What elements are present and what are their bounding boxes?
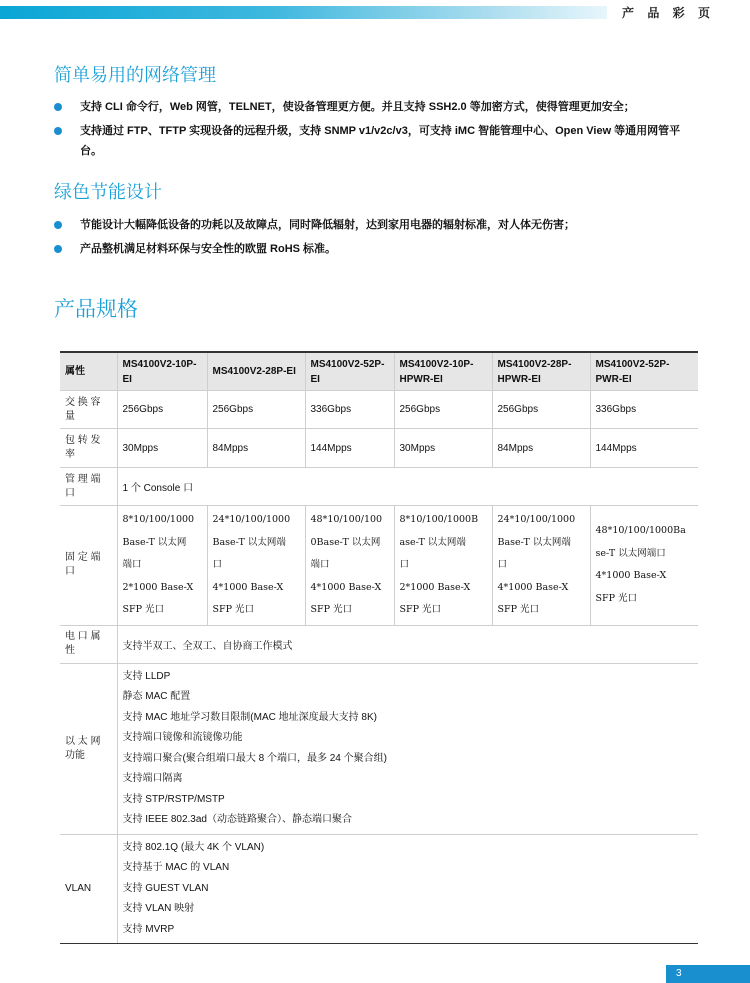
- list-item: 支持端口聚合(聚合组端口最大 8 个端口，最多 24 个聚合组): [122, 752, 387, 764]
- header-label: 产 品 彩 页: [622, 6, 716, 20]
- table-cell: 84Mpps: [207, 429, 305, 468]
- green-bullet-list: [52, 215, 702, 263]
- table-cell: 30Mpps: [117, 429, 207, 468]
- list-item: 支持 CLI 命令行，Web 网管，TELNET，使设备管理更方便。并且支持 SSH2.0 等加密方式，使得管理更加安全；: [52, 97, 702, 117]
- bullet-dot-icon: [54, 103, 62, 111]
- row-label: 固 定 端 口: [60, 506, 117, 626]
- list-item: 支持基于 MAC 的 VLAN: [122, 862, 230, 873]
- table-cell: 8*10/100/1000 Base-T 以太网 端口 2*1000 Base-X SFP 光口: [117, 506, 207, 626]
- table-cell: 支持半双工、全双工、自协商工作模式: [117, 625, 698, 663]
- table-cell: 24*10/100/1000 Base-T 以太网端 口 4*1000 Base-X SFP 光口: [207, 506, 305, 626]
- section-title-spec: 产品规格: [54, 298, 138, 321]
- table-row: [60, 834, 698, 944]
- table-row: [60, 663, 698, 834]
- table-header-row: [60, 352, 698, 391]
- table-cell: 1 个 Console 口: [117, 468, 698, 506]
- list-item: 支持 802.1Q (最大 4K 个 VLAN): [122, 841, 265, 853]
- row-label: 包 转 发 率: [60, 429, 117, 468]
- row-label: 以 太 网 功能: [60, 663, 117, 834]
- header-attr: 属性: [60, 352, 117, 391]
- table-cell: [117, 663, 698, 834]
- header-model: MS4100V2-52P-PWR-EI: [590, 352, 698, 391]
- table-cell: [117, 834, 698, 944]
- management-bullet-list: [52, 97, 702, 165]
- list-item: 产品整机满足材料环保与安全性的欧盟 RoHS 标准。: [52, 239, 702, 259]
- list-item: 支持 IEEE 802.3ad（动态链路聚合）、静态端口聚合: [122, 814, 352, 825]
- table-row: [60, 625, 698, 663]
- table-cell: 144Mpps: [305, 429, 394, 468]
- list-item: 静态 MAC 配置: [122, 691, 191, 702]
- row-label: 交 换 容 量: [60, 391, 117, 429]
- list-item: 支持端口镜像和流镜像功能: [122, 732, 243, 743]
- header-model: MS4100V2-28P-EI: [207, 352, 305, 391]
- table-cell: 84Mpps: [492, 429, 590, 468]
- list-item: 支持 MVRP: [122, 923, 175, 935]
- header-gradient-bar: [0, 6, 607, 19]
- section-title-green: 绿色节能设计: [54, 182, 162, 202]
- row-label: VLAN: [60, 834, 117, 944]
- table-cell: 48*10/100/100 0Base-T 以太网 端口 4*1000 Base-X SFP 光口: [305, 506, 394, 626]
- spec-table: [60, 351, 698, 944]
- header-model: MS4100V2-52P-EI: [305, 352, 394, 391]
- bullet-dot-icon: [54, 221, 62, 229]
- section-title-management: 简单易用的网络管理: [54, 65, 216, 85]
- table-cell: 336Gbps: [590, 391, 698, 429]
- list-item: 支持 STP/RSTP/MSTP: [122, 793, 225, 805]
- list-item: 支持 MAC 地址学习数目限制(MAC 地址深度最大支持 8K): [122, 711, 377, 723]
- header-model: MS4100V2-10P-HPWR-EI: [394, 352, 492, 391]
- row-label: 管 理 端 口: [60, 468, 117, 506]
- list-item: 节能设计大幅降低设备的功耗以及故障点，同时降低辐射，达到家用电器的辐射标准，对人体无伤害；: [52, 215, 702, 235]
- page-number: 3: [666, 965, 750, 983]
- table-cell: 48*10/100/1000Ba se-T 以太网端口 4*1000 Base-X SFP 光口: [590, 506, 698, 626]
- table-cell: 256Gbps: [117, 391, 207, 429]
- table-row: [60, 429, 698, 468]
- table-cell: 30Mpps: [394, 429, 492, 468]
- header-model: MS4100V2-10P-EI: [117, 352, 207, 391]
- header-model: MS4100V2-28P-HPWR-EI: [492, 352, 590, 391]
- list-item: 支持 VLAN 映射: [122, 903, 195, 914]
- list-item: 支持端口隔离: [122, 773, 183, 784]
- table-cell: 24*10/100/1000 Base-T 以太网端 口 4*1000 Base-X SFP 光口: [492, 506, 590, 626]
- list-item: 支持 LLDP: [122, 670, 171, 682]
- list-item: 支持通过 FTP、TFTP 实现设备的远程升级，支持 SNMP v1/v2c/v3，可支持 iMC 智能管理中心、Open View 等通用网管平台。: [52, 121, 702, 161]
- table-cell: 8*10/100/1000B ase-T 以太网端 口 2*1000 Base-X SFP 光口: [394, 506, 492, 626]
- table-row: [60, 391, 698, 429]
- table-row: [60, 506, 698, 626]
- table-cell: 336Gbps: [305, 391, 394, 429]
- table-cell: 256Gbps: [492, 391, 590, 429]
- table-cell: 144Mpps: [590, 429, 698, 468]
- table-cell: 256Gbps: [207, 391, 305, 429]
- list-item: 支持 GUEST VLAN: [122, 882, 209, 894]
- bullet-dot-icon: [54, 245, 62, 253]
- table-row: [60, 468, 698, 506]
- bullet-dot-icon: [54, 127, 62, 135]
- row-label: 电 口 属 性: [60, 625, 117, 663]
- table-cell: 256Gbps: [394, 391, 492, 429]
